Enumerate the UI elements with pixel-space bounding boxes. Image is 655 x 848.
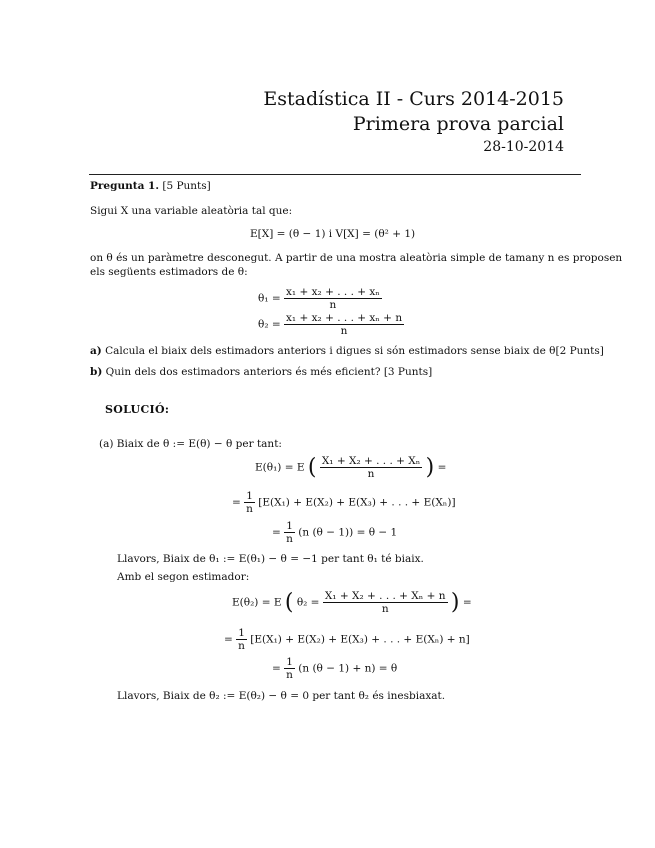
estimator-2-den: n [340, 325, 348, 337]
estimator-1 [258, 286, 382, 311]
eq6-prefix: = [272, 662, 281, 675]
part-a-text: Calcula el biaix dels estimadors anteriors i digues si són estimadors sense biaix de θ[2 Punts] [105, 345, 604, 357]
eq5-fraction [236, 627, 247, 652]
estimator-1-lhs: θ₁ = [258, 292, 281, 305]
eq1-fraction [320, 455, 423, 480]
header-rule [89, 174, 581, 175]
course-title: Estadística II - Curs 2014-2015 [263, 88, 564, 110]
solution-intro: (a) Biaix de θ := E(θ) − θ per tant: [99, 438, 282, 450]
exam-date: 28-10-2014 [483, 139, 564, 155]
solution-eq-5 [224, 627, 470, 652]
exam-title: Primera prova parcial [352, 113, 564, 135]
eq2-body: [E(X₁) + E(X₂) + E(X₃) + . . . + E(Xₙ)] [258, 496, 456, 509]
question-intro: Sigui X una variable aleatòria tal que: [90, 205, 293, 217]
eq1-open-paren: ( [307, 455, 317, 480]
eq1-den: n [367, 468, 375, 480]
eq1-close-paren: ) [425, 455, 435, 480]
eq4-lhs: E(θ₂) = E [232, 596, 282, 609]
eq4-open-paren: ( [284, 590, 294, 615]
eq3-den: n [286, 533, 293, 545]
solution-heading: SOLUCIÓ: [105, 403, 170, 416]
eq2-prefix: = [232, 496, 241, 509]
conclusion-2: Llavors, Biaix de θ₂ := E(θ₂) − θ = 0 per tant θ₂ és inesbiaxat. [117, 690, 446, 702]
estimator-1-fraction [284, 286, 382, 311]
solution-eq-1 [255, 455, 446, 480]
eq5-num: 1 [236, 627, 247, 640]
eq4-tail: = [462, 596, 472, 609]
solution-eq-3 [272, 520, 397, 545]
part-b-label: b) [90, 366, 103, 378]
estimator-2 [258, 312, 404, 337]
question-label: Pregunta 1. [90, 180, 159, 192]
moments-equation: E[X] = (θ − 1) i V[X] = (θ² + 1) [250, 228, 416, 240]
question-heading [90, 180, 211, 192]
eq4-fraction [323, 590, 448, 615]
eq6-den: n [286, 669, 293, 681]
context-line-1: on θ és un paràmetre desconegut. A partir de una mostra aleatòria simple de tamany n es proposen [90, 252, 623, 264]
eq4-inner: θ₂ = [296, 596, 320, 609]
eq3-prefix: = [272, 526, 281, 539]
eq2-fraction [244, 490, 255, 515]
context-line-2: els següents estimadors de θ: [90, 266, 248, 278]
question-points: [5 Punts] [162, 180, 211, 192]
eq1-tail: = [437, 461, 447, 474]
eq5-body: [E(X₁) + E(X₂) + E(X₃) + . . . + E(Xₙ) + n] [250, 633, 470, 646]
part-a [90, 345, 604, 357]
eq3-fraction [284, 520, 295, 545]
solution-eq-2 [232, 490, 456, 515]
eq6-body: (n (θ − 1) + n) = θ [298, 662, 398, 675]
eq2-den: n [246, 503, 253, 515]
estimator-2-lhs: θ₂ = [258, 318, 281, 331]
eq4-num: X₁ + X₂ + . . . + Xₙ + n [324, 590, 446, 602]
part-b-text: Quin dels dos estimadors anteriors és més eficient? [3 Punts] [105, 366, 433, 378]
eq2-num: 1 [244, 490, 255, 503]
eq5-prefix: = [224, 633, 233, 646]
solution-eq-4 [232, 590, 472, 615]
eq3-num: 1 [284, 520, 295, 533]
solution-eq-6 [272, 656, 397, 681]
eq3-body: (n (θ − 1)) = θ − 1 [298, 526, 398, 539]
eq5-den: n [238, 640, 245, 652]
estimator-1-den: n [329, 299, 337, 311]
eq6-num: 1 [284, 656, 295, 669]
eq4-den: n [381, 603, 389, 615]
eq1-lhs: E(θ₁) = E [255, 461, 305, 474]
conclusion-1: Llavors, Biaix de θ₁ := E(θ₁) − θ = −1 per tant θ₁ té biaix. [117, 553, 424, 565]
part-b [90, 366, 432, 378]
eq6-fraction [284, 656, 295, 681]
estimator-2-fraction [284, 312, 404, 337]
estimator-2-num: x₁ + x₂ + . . . + xₙ + n [286, 312, 403, 324]
eq4-close-paren: ) [450, 590, 460, 615]
estimator-1-num: x₁ + x₂ + . . . + xₙ [286, 286, 380, 298]
part-a-label: a) [90, 345, 102, 357]
second-intro: Amb el segon estimador: [117, 571, 250, 583]
eq1-num: X₁ + X₂ + . . . + Xₙ [321, 455, 421, 467]
